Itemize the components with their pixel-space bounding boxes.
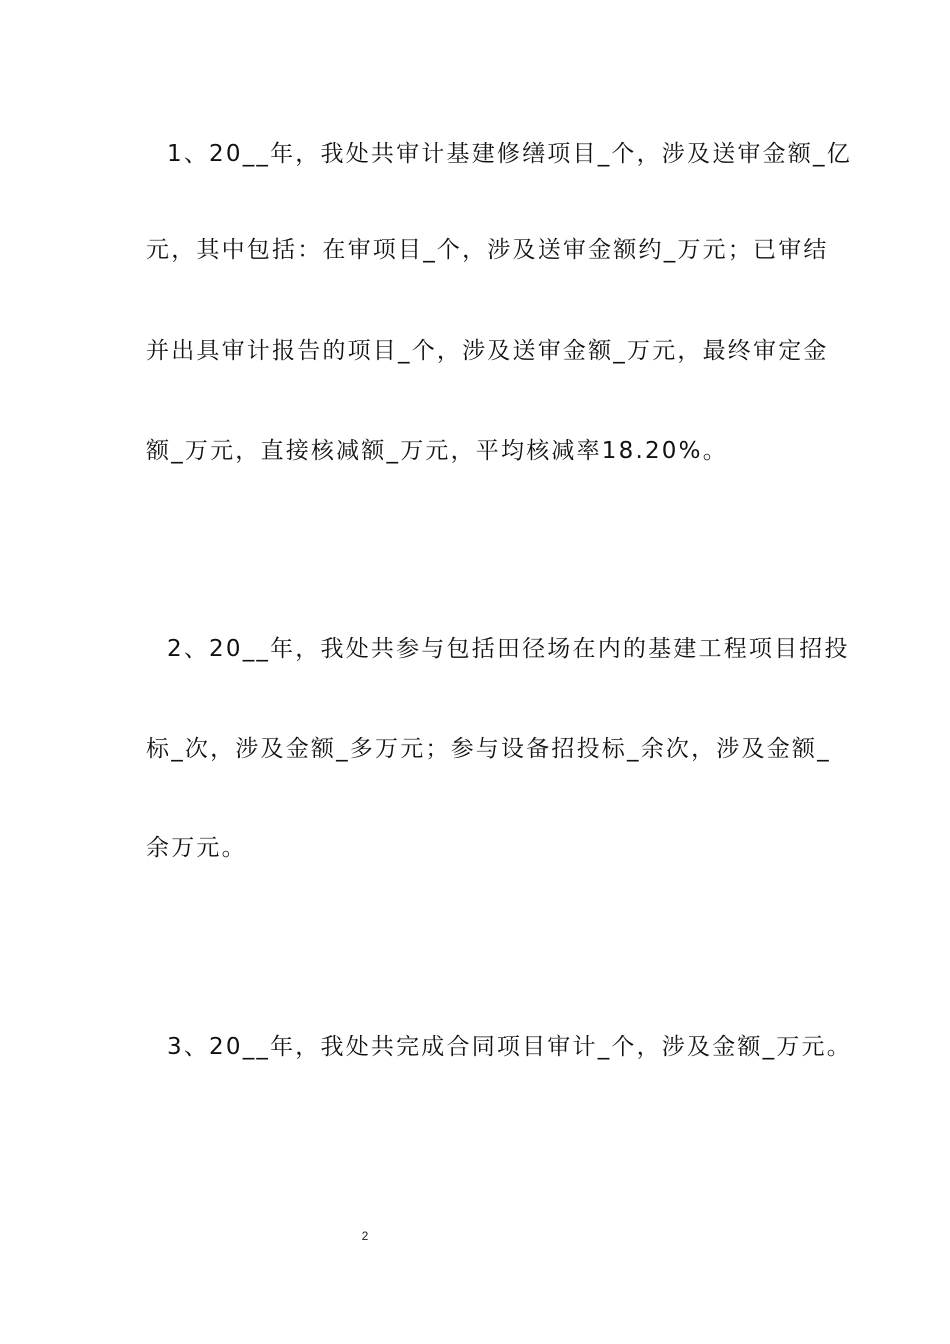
paragraph-2-line-2: 标_次，涉及金额_多万元；参与设备招投标_余次，涉及金额_ (146, 736, 831, 762)
paragraph-1-line-3: 并出具审计报告的项目_个，涉及送审金额_万元，最终审定金 (146, 338, 829, 364)
paragraph-1-line-1: 1、20__年，我处共审计基建修缮项目_个，涉及送审金额_亿 (167, 141, 852, 167)
paragraph-2-line-3: 余万元。 (146, 835, 247, 861)
page-number: 2 (361, 1229, 369, 1243)
paragraph-1-line-4: 额_万元，直接核减额_万元，平均核减率18.20%。 (146, 438, 728, 464)
paragraph-2-line-1: 2、20__年，我处共参与包括田径场在内的基建工程项目招投 (167, 636, 850, 662)
paragraph-1-line-2: 元，其中包括：在审项目_个，涉及送审金额约_万元；已审结 (146, 237, 829, 263)
paragraph-3-line-1: 3、20__年，我处共完成合同项目审计_个，涉及金额_万元。 (167, 1034, 852, 1060)
